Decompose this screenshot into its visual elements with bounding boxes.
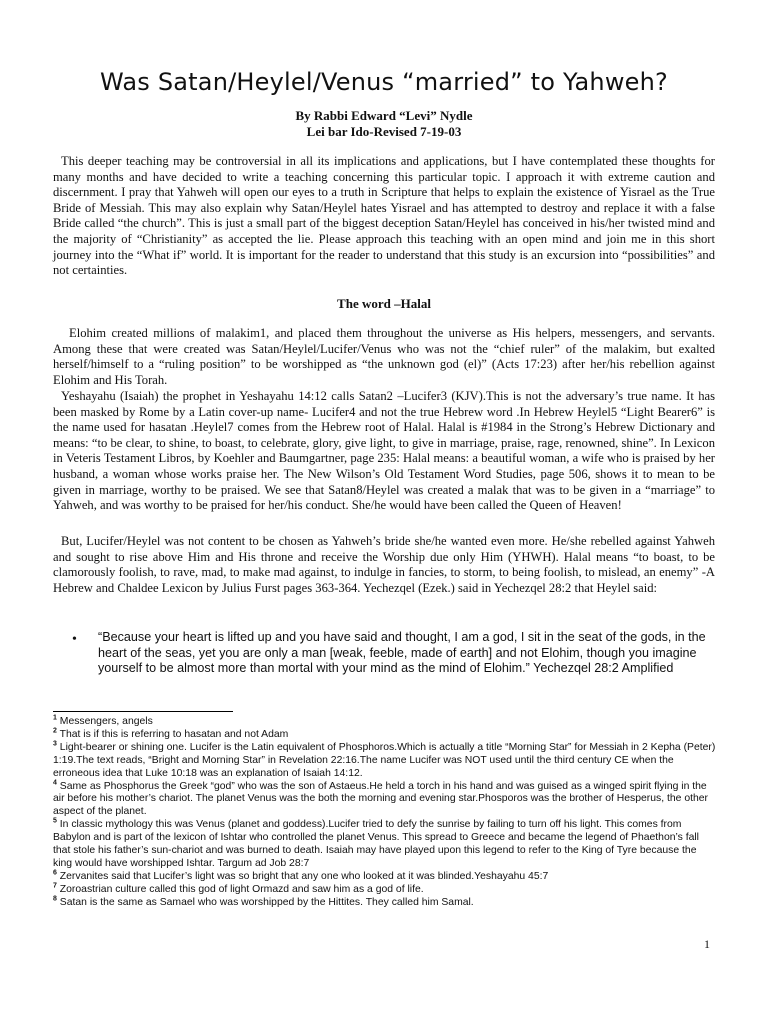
paragraph-halal-2: Yeshayahu (Isaiah) the prophet in Yeshayahu 14:12 calls Satan2 –Lucifer3 (KJV).This is not the adversary’s true name. It has been masked by Rome by a Latin cover-up name- Lucifer4 and not the true Hebrew word .In Hebrew Heylel5 “Light Bearer6” is the name used for hasatan .Heylel7 comes from the Hebrew root of Halal. Halal is #1984 in the Strong’s Hebrew Dictionary and means: “to be clear, to shine, to boast, to celebrate, glory, give light, to give in marriage, praise, rage, renowned, shine”. In Lexicon in Veteris Testament Libros, by Koehler and Baumgartner, page 235: Halal means: a beautiful woman, a wife who is praised by her husband, a woman whose works praise her. The New Wilson’s Old Testament Word Studies, page 506, shows it to mean to be given in marriage, worthy to be praised. We see that Satan8/Heylel was created a malak that was to be given in a “marriage” to Yahweh, and was worthy to be praised for her/his conduct. She/he would have been called the Queen of Heaven! bbox=[53, 389, 715, 513]
footnote-3: $^3$ Light-bearer or shining one. Lucifer is the Latin equivalent of Phosphoros.Which is actually a title “Morning Star” for Messiah in 2 Kepha (Peter) 1:19.The text reads, “Bright and Morning Star” in Revelation 22:16.The name Lucifer was NOT used until the third century CE when the erroneous idea that Luke 10:18 was an explanation of Isaiah 14:12. bbox=[53, 740, 716, 779]
bullet-marker: • bbox=[72, 632, 77, 647]
footnote-rule bbox=[53, 711, 233, 712]
page-number: 1 bbox=[704, 937, 710, 951]
paragraph-halal-3: But, Lucifer/Heylel was not content to be chosen as Yahweh’s bride she/he wanted even more. He/she rebelled against Yahweh and sought to rise above Him and His throne and receive the Worship due only Him (YHWH). Halal means “to boast, to be clamorously foolish, to rave, mad, to make mad against, to indulge in fancies, to storm, to being foolish, to mislead, an enemy” -A Hebrew and Chaldee Lexicon by Julius Furst pages 363-364. Yechezqel (Ezek.) said in Yechezqel 28:2 that Heylel said: bbox=[53, 534, 715, 595]
footnote-2: $^2$ That is if this is referring to hasatan and not Adam bbox=[53, 727, 289, 740]
intro-paragraph: This deeper teaching may be controversial in all its implications and applications, but I have contemplated these thoughts for many months and have decided to write a teaching concerning this particular topic. I approach it with extreme caution and discernment. I pray that Yahweh will open our eyes to a truth in Scripture that helps to explain the existence of Yisrael as the True Bride of Messiah. This may also explain why Satan/Heylel hates Yisrael and has attempted to destroy and replace it with a false Bride called “the church”. This is just a small part of the biggest deception Satan/Heylel has conceived in his/her twisted mind and the majority of “Christianity” as accepted the lie. Please approach this teaching with an open mind and join me in this short journey into the “What if” world. It is important for the reader to understand that this study is an excursion into “possibilities” and not certainties. bbox=[53, 154, 715, 278]
document-title: Was Satan/Heylel/Venus “married” to Yahweh? bbox=[100, 68, 668, 96]
revision-line: Lei bar Ido-Revised 7-19-03 bbox=[306, 124, 462, 139]
footnote-1: $^1$ Messengers, angels bbox=[53, 714, 153, 727]
footnote-8: $^8$ Satan is the same as Samael who was worshipped by the Hittites. They called him Samal. bbox=[53, 895, 474, 908]
footnote-5: $^5$ In classic mythology this was Venus (planet and goddess).Lucifer tried to defy the sunrise by failing to turn off his light. This comes from Babylon and is part of the lexicon of Ishtar who controlled the planet Venus. This spread to Greece and became the legend of Phaethon’s fall that stole his father’s sun-chariot and was burned to death. Isaiah may have played upon this legend to refer to the King of Tyre because the king would have worshipped Ishtar. Targum ad Job 28:7 bbox=[53, 817, 699, 869]
ezekiel-quote: “Because your heart is lifted up and you have said and thought, I am a god, I sit in the seat of the gods, in the heart of the seas, yet you are only a man [weak, feeble, made of earth] and not Elohim, though you imagine yourself to be almost more than mortal with your mind as the mind of Elohim.” Yechezqel 28:2 Amplified bbox=[98, 630, 706, 676]
section-heading: The word –Halal bbox=[337, 296, 431, 311]
footnote-7: $^7$ Zoroastrian culture called this god of light Ormazd and saw him as a god of life. bbox=[53, 882, 424, 895]
paragraph-halal-1: Elohim created millions of malakim1, and placed them throughout the universe as His helpers, messengers, and servants. Among these that were created was Satan/Heylel/Lucifer/Venus who was not the “chief ruler” of the malakim, but exalted herself/himself to a “ruling position” to be worshipped as “the unknown god (el)” (Acts 17:23) after her/his rebellion against Elohim and His Torah. bbox=[53, 326, 715, 387]
author-line: By Rabbi Edward “Levi” Nydle bbox=[295, 108, 473, 123]
footnotes bbox=[53, 716, 717, 910]
footnote-6: $^6$ Zervanites said that Lucifer’s light was so bright that any one who looked at it was blinded.Yeshayahu 45:7 bbox=[53, 869, 549, 882]
byline bbox=[0, 108, 768, 140]
footnote-4: $^4$ Same as Phosphorus the Greek “god” who was the son of Astaeus.He held a torch in his hand and was guised as a winged spirit flying in the air before his mother’s chariot. The planet Venus was the both the morning and evening star.Phosporos was the brother of Hesperus, the other aspect of the planet. bbox=[53, 779, 708, 818]
